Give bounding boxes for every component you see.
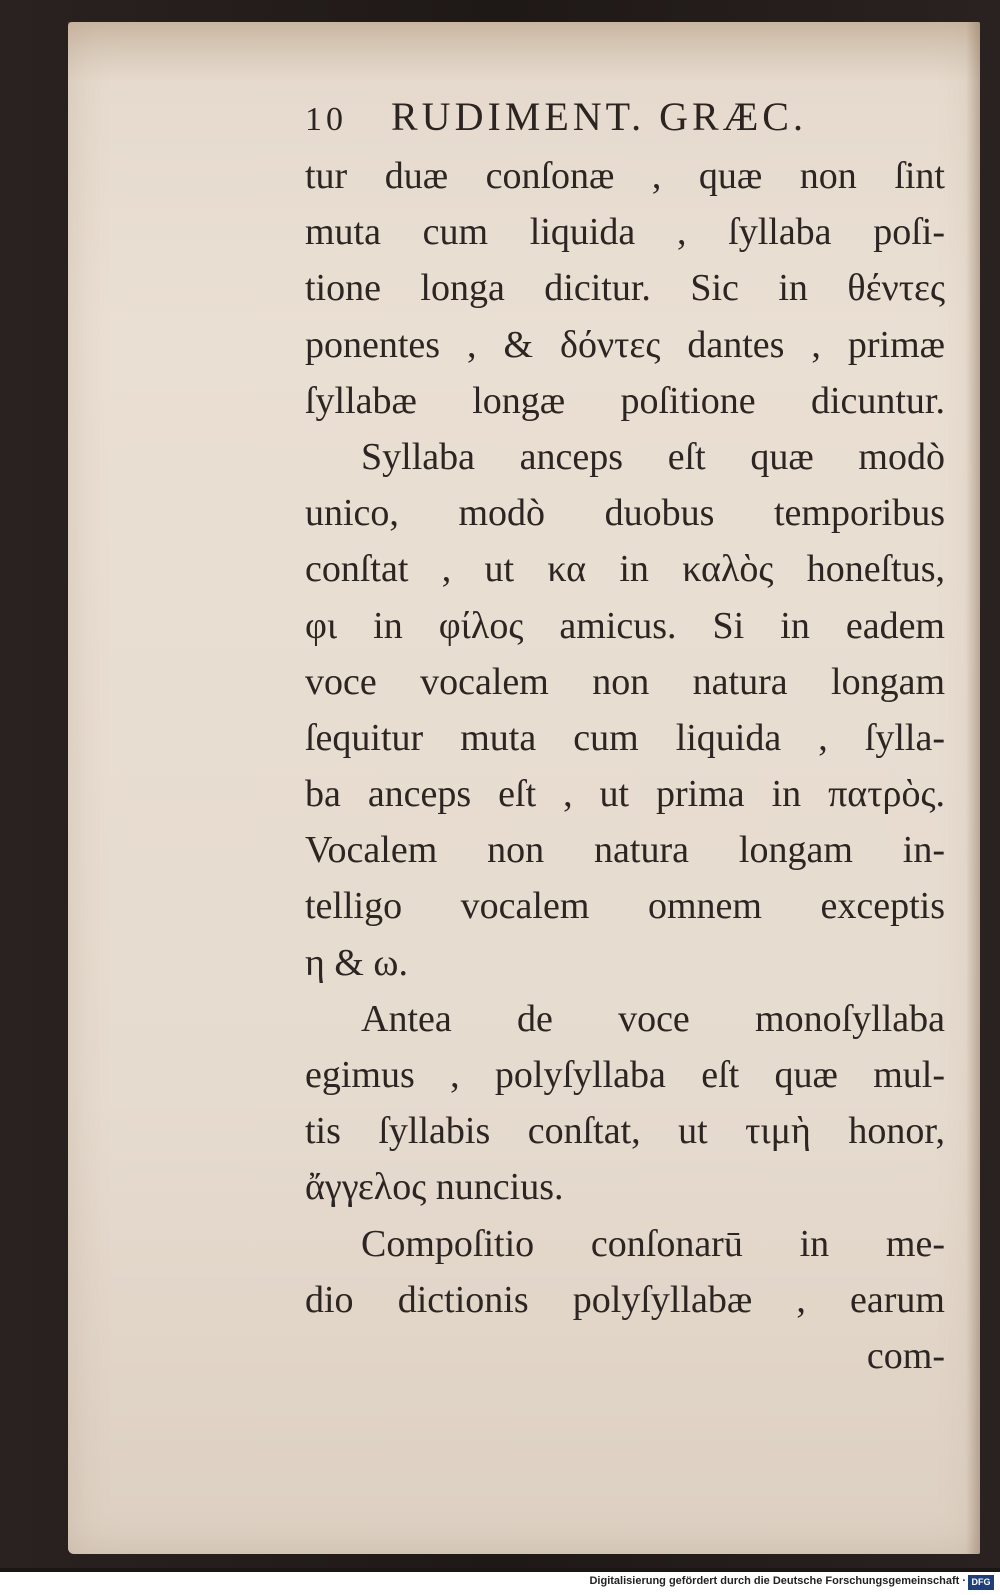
text-line: Syllaba anceps eſt quæ modò — [361, 435, 945, 478]
body-text — [305, 148, 945, 1384]
text-line: egimus , polyſyllaba eſt quæ mul- — [305, 1054, 945, 1096]
text-line: Compoſitio conſonarū in me- — [361, 1222, 945, 1265]
text-line: tis ſyllabis conſtat, ut τιμὴ honor, — [305, 1110, 945, 1153]
text-line: tur duæ conſonæ , quæ non ſint — [305, 155, 945, 197]
credit-text: Digitalisierung gefördert durch die Deutsche Forschungsgemeinschaft · — [589, 1575, 966, 1587]
text-line: dio dictionis polyſyllabæ , earum — [305, 1278, 945, 1321]
page-edge — [966, 22, 980, 1554]
credit-bar — [0, 1572, 1000, 1595]
page-stain — [68, 22, 980, 82]
running-header — [305, 93, 885, 143]
text-line: ſyllabæ longæ poſitione dicuntur. — [305, 379, 945, 422]
text-line: ponentes , & δόντες dantes , primæ — [305, 323, 945, 366]
text-line: ſequitur muta cum liquida , ſylla- — [305, 716, 945, 759]
page-number: 10 — [305, 101, 347, 138]
text-line: conſtat , ut κα in καλὸς honeſtus, — [305, 548, 945, 591]
text-line: telligo vocalem omnem exceptis — [305, 885, 945, 928]
text-line: Antea de voce monoſyllaba — [361, 997, 945, 1040]
text-line: tione longa dicitur. Sic in θέντες — [305, 267, 945, 310]
text-line: Vocalem non natura longam in- — [305, 829, 945, 872]
running-title: RUDIMENT. GRÆC. — [391, 94, 807, 139]
text-line: voce vocalem non natura longam — [305, 660, 945, 703]
text-line: ἄγγελος nuncius. — [305, 1166, 564, 1209]
dfg-logo: DFG — [968, 1575, 994, 1590]
text-line: η & ω. — [305, 941, 408, 984]
text-line: muta cum liquida , ſyllaba poſi- — [305, 211, 945, 254]
text-line: φι in φίλος amicus. Si in eadem — [305, 604, 945, 647]
catchword: com- — [866, 1334, 945, 1377]
text-line: unico, modò duobus temporibus — [305, 492, 945, 535]
text-line: ba anceps eſt , ut prima in πατρὸς. — [305, 773, 945, 816]
